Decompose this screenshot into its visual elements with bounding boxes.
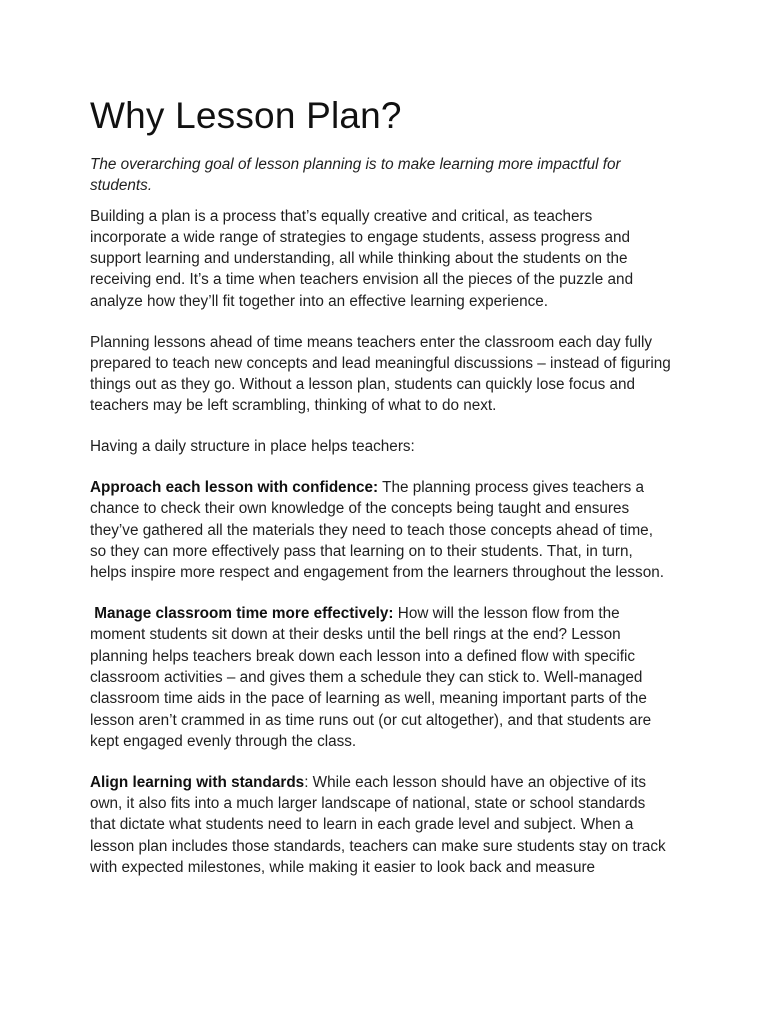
paragraph-process: Building a plan is a process that’s equally creative and critical, as teachers incorporate a wide range of strategies to engage students, assess progress and support learning and understanding, all while thinking about the students on the receiving end. It’s a time when teachers envision all the pieces of the puzzle and analyze how they’ll fit together into an effective learning experience. <box>90 207 634 310</box>
page-title: Why Lesson Plan? <box>90 95 402 136</box>
paragraph-daily-structure: Having a daily structure in place helps teachers: <box>90 438 415 456</box>
point-heading: Manage classroom time more effectively: <box>90 605 394 623</box>
point-heading: Align learning with standards <box>90 773 305 791</box>
paragraph-planning-ahead: Planning lessons ahead of time means teachers enter the classroom each day fully prepared to teach new concepts and lead meaningful discussions – instead of figuring things out as they go. Without a lesson plan, students can quickly lose focus and teachers may be left scrambling, thinking of what to do next. <box>90 333 671 415</box>
point-text: How will the lesson flow from the moment students sit down at their desks until the bell rings at the end? Lesson planning helps teachers break down each lesson into a defined flow with specific classroom activities – and gives them a schedule they can stick to. Well-managed classroom time aids in the pace of learning as well, meaning important parts of the lesson aren’t crammed in as time runs out (or cut altogether), and that students are kept engaged evenly through the class. <box>90 605 652 750</box>
point-text: The planning process gives teachers a chance to check their own knowledge of the concepts being taught and ensures they’ve gathered all the materials they need to teach those concepts ahead of time, so they can more effectively pass that learning on to their students. That, in turn, helps inspire more respect and engagement from the learners throughout the lesson. <box>90 479 664 582</box>
point-confidence <box>90 477 672 583</box>
point-classroom-time <box>90 603 672 752</box>
document-body <box>90 154 672 898</box>
point-heading: Approach each lesson with confidence: <box>90 479 379 497</box>
point-standards <box>90 772 672 878</box>
point-text: : While each lesson should have an objective of its own, it also fits into a much larger landscape of national, state or school standards that dictate what students need to learn in each grade level and subject. When a lesson plan includes those standards, teachers can make sure students stay on track with expected milestones, while making it easier to look back and measure <box>90 773 666 876</box>
lead-paragraph: The overarching goal of lesson planning is to make learning more impactful for students. <box>90 156 621 195</box>
